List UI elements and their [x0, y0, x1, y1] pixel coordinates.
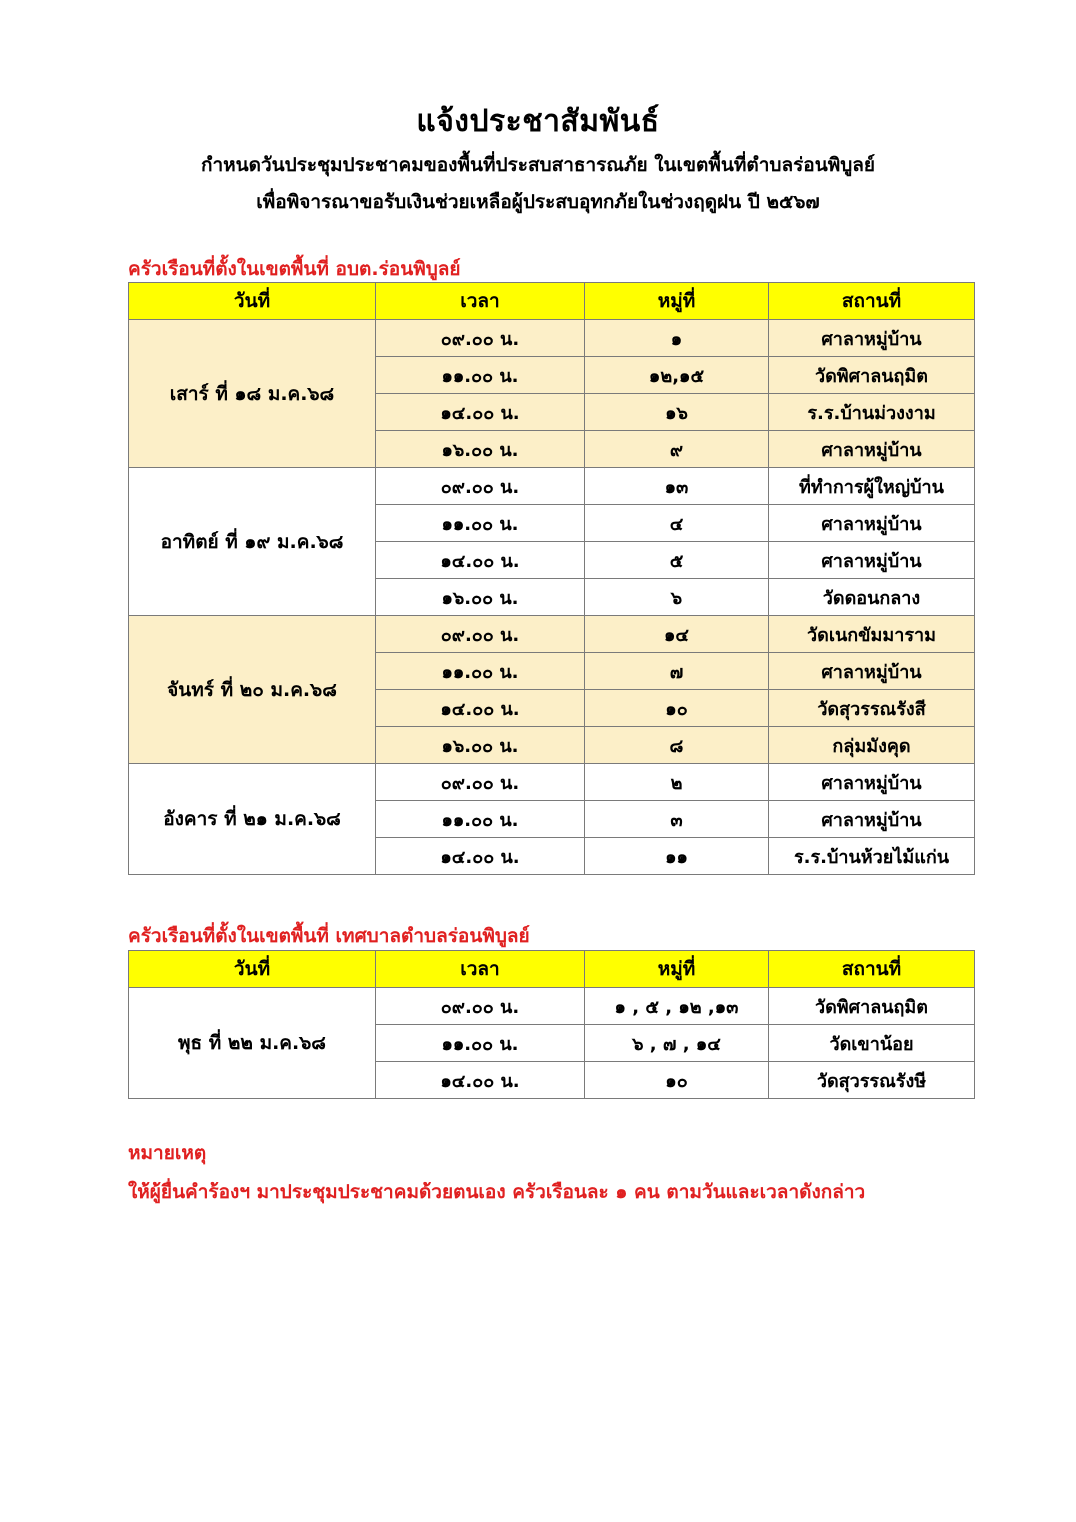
column-header-place: สถานที่	[769, 951, 975, 988]
village-cell: ๑๐	[585, 690, 769, 727]
schedule-table-sao	[128, 282, 975, 875]
schedule-table-municipality	[128, 950, 975, 1099]
column-header-date: วันที่	[129, 283, 376, 320]
village-cell: ๑ , ๕ , ๑๒ ,๑๓	[585, 988, 769, 1025]
time-cell: ๑๑.๐๐ น.	[376, 653, 585, 690]
village-cell: ๑๔	[585, 616, 769, 653]
village-cell: ๙	[585, 431, 769, 468]
time-cell: ๐๙.๐๐ น.	[376, 988, 585, 1025]
subtitle-line-2: เพื่อพิจารณาขอรับเงินช่วยเหลือผู้ประสบอุทกภัยในช่วงฤดูฝน ปี ๒๕๖๗	[256, 191, 820, 213]
time-cell: ๐๙.๐๐ น.	[376, 764, 585, 801]
place-cell: ศาลาหมู่บ้าน	[769, 320, 975, 357]
column-header-village: หมู่ที่	[585, 283, 769, 320]
place-cell: ที่ทำการผู้ใหญ่บ้าน	[769, 468, 975, 505]
village-cell: ๑	[585, 320, 769, 357]
village-cell: ๗	[585, 653, 769, 690]
place-cell: ศาลาหมู่บ้าน	[769, 801, 975, 838]
place-cell: วัดเขาน้อย	[769, 1025, 975, 1062]
place-cell: วัดดอนกลาง	[769, 579, 975, 616]
table-row	[129, 764, 975, 801]
time-cell: ๐๙.๐๐ น.	[376, 616, 585, 653]
place-cell: ศาลาหมู่บ้าน	[769, 764, 975, 801]
page-title: แจ้งประชาสัมพันธ์	[416, 104, 660, 139]
place-cell: กลุ่มมังคุด	[769, 727, 975, 764]
note-label: หมายเหตุ	[128, 1142, 207, 1164]
column-header-time: เวลา	[376, 951, 585, 988]
day-cell: เสาร์ ที่ ๑๘ ม.ค.๖๘	[129, 320, 376, 468]
day-cell: พุธ ที่ ๒๒ ม.ค.๖๘	[129, 988, 376, 1099]
village-cell: ๑๑	[585, 838, 769, 875]
time-cell: ๑๑.๐๐ น.	[376, 357, 585, 394]
subtitle-line-1: กำหนดวันประชุมประชาคมของพื้นที่ประสบสาธารณภัย ในเขตพื้นที่ตำบลร่อนพิบูลย์	[200, 154, 876, 176]
table-row	[129, 616, 975, 653]
day-cell: อังคาร ที่ ๒๑ ม.ค.๖๘	[129, 764, 376, 875]
table-header-row	[129, 283, 975, 320]
place-cell: วัดสุวรรณรังสี	[769, 690, 975, 727]
time-cell: ๐๙.๐๐ น.	[376, 468, 585, 505]
time-cell: ๑๔.๐๐ น.	[376, 542, 585, 579]
village-cell: ๔	[585, 505, 769, 542]
village-cell: ๑๒,๑๕	[585, 357, 769, 394]
column-header-place: สถานที่	[769, 283, 975, 320]
place-cell: วัดเนกขัมมาราม	[769, 616, 975, 653]
time-cell: ๑๔.๐๐ น.	[376, 394, 585, 431]
place-cell: ศาลาหมู่บ้าน	[769, 542, 975, 579]
table-row	[129, 988, 975, 1025]
village-cell: ๑๖	[585, 394, 769, 431]
time-cell: ๑๔.๐๐ น.	[376, 690, 585, 727]
time-cell: ๐๙.๐๐ น.	[376, 320, 585, 357]
time-cell: ๑๖.๐๐ น.	[376, 431, 585, 468]
column-header-date: วันที่	[129, 951, 376, 988]
place-cell: ศาลาหมู่บ้าน	[769, 431, 975, 468]
time-cell: ๑๑.๐๐ น.	[376, 1025, 585, 1062]
village-cell: ๑๐	[585, 1062, 769, 1099]
village-cell: ๕	[585, 542, 769, 579]
table-row	[129, 468, 975, 505]
place-cell: ร.ร.บ้านห้วยไม้แก่น	[769, 838, 975, 875]
place-cell: ร.ร.บ้านม่วงงาม	[769, 394, 975, 431]
time-cell: ๑๑.๐๐ น.	[376, 801, 585, 838]
table-row	[129, 320, 975, 357]
day-cell: อาทิตย์ ที่ ๑๙ ม.ค.๖๘	[129, 468, 376, 616]
place-cell: วัดพิศาลนฤมิต	[769, 988, 975, 1025]
time-cell: ๑๖.๐๐ น.	[376, 579, 585, 616]
column-header-village: หมู่ที่	[585, 951, 769, 988]
note-text: ให้ผู้ยื่นคำร้องฯ มาประชุมประชาคมด้วยตนเอง ครัวเรือนละ ๑ คน ตามวันและเวลาดังกล่าว	[128, 1181, 866, 1203]
section1-heading: ครัวเรือนที่ตั้งในเขตพื้นที่ อบต.ร่อนพิบูลย์	[128, 258, 461, 280]
day-cell: จันทร์ ที่ ๒๐ ม.ค.๖๘	[129, 616, 376, 764]
place-cell: วัดพิศาลนฤมิต	[769, 357, 975, 394]
village-cell: ๑๓	[585, 468, 769, 505]
time-cell: ๑๑.๐๐ น.	[376, 505, 585, 542]
village-cell: ๖	[585, 579, 769, 616]
village-cell: ๖ , ๗ , ๑๔	[585, 1025, 769, 1062]
village-cell: ๒	[585, 764, 769, 801]
village-cell: ๓	[585, 801, 769, 838]
place-cell: ศาลาหมู่บ้าน	[769, 505, 975, 542]
section2-heading: ครัวเรือนที่ตั้งในเขตพื้นที่ เทศบาลตำบลร่อนพิบูลย์	[128, 925, 530, 947]
time-cell: ๑๔.๐๐ น.	[376, 1062, 585, 1099]
time-cell: ๑๔.๐๐ น.	[376, 838, 585, 875]
table-header-row	[129, 951, 975, 988]
village-cell: ๘	[585, 727, 769, 764]
place-cell: ศาลาหมู่บ้าน	[769, 653, 975, 690]
column-header-time: เวลา	[376, 283, 585, 320]
time-cell: ๑๖.๐๐ น.	[376, 727, 585, 764]
place-cell: วัดสุวรรณรังษี	[769, 1062, 975, 1099]
